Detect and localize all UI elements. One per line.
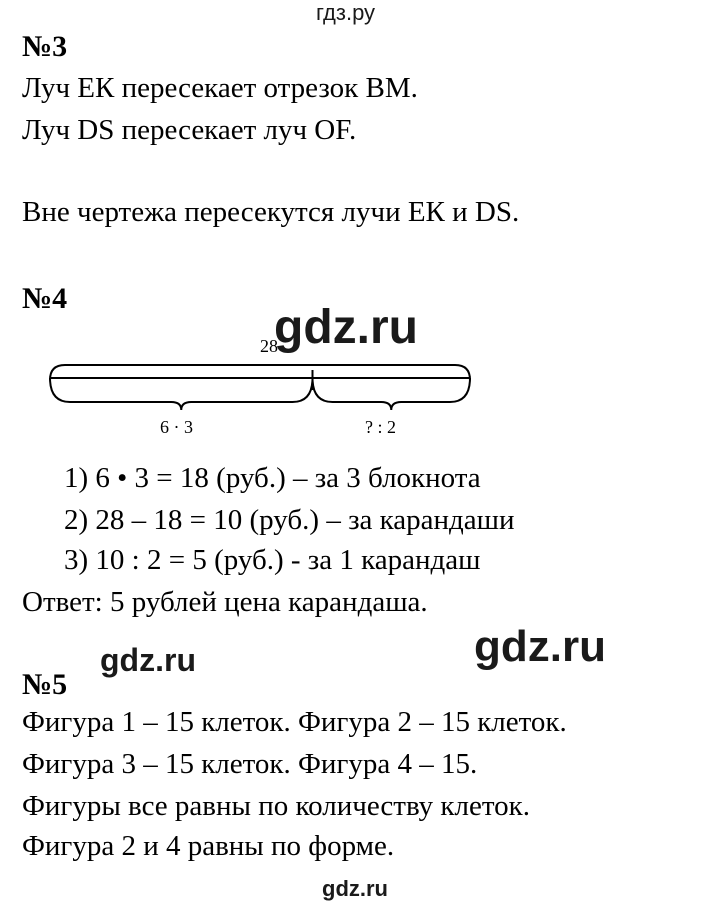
task4-step-2: 2) 28 – 18 = 10 (руб.) – за карандаши xyxy=(64,504,515,536)
task3-line-1: Луч ЕК пересекает отрезок ВМ. xyxy=(22,72,418,104)
diagram-right-label: ? : 2 xyxy=(365,417,396,437)
diagram-right-brace xyxy=(313,378,471,410)
diagram-left-brace xyxy=(50,378,313,410)
task5-line-3: Фигуры все равны по количеству клеток. xyxy=(22,790,530,822)
task4-number: №4 xyxy=(22,282,68,315)
task3-line-3: Вне чертежа пересекутся лучи ЕК и DS. xyxy=(22,196,520,228)
watermark-right: gdz.ru xyxy=(474,622,606,671)
watermark-middle: gdz.ru xyxy=(274,301,418,354)
task5-number: №5 xyxy=(22,668,68,701)
task3-number: №3 xyxy=(22,30,68,63)
task4-step-3: 3) 10 : 2 = 5 (руб.) - за 1 карандаш xyxy=(64,544,481,576)
task3-line-2: Луч DS пересекает луч OF. xyxy=(22,114,357,146)
task5-line-2: Фигура 3 – 15 клеток. Фигура 4 – 15. xyxy=(22,748,478,780)
task4-step-1: 1) 6 • 3 = 18 (руб.) – за 3 блокнота xyxy=(64,462,481,494)
task5-line-1: Фигура 1 – 15 клеток. Фигура 2 – 15 клеток. xyxy=(22,706,567,738)
task5-line-4: Фигура 2 и 4 равны по форме. xyxy=(22,830,395,862)
watermark-bottom: gdz.ru xyxy=(322,876,388,901)
diagram-total-label: 28 xyxy=(260,336,278,356)
diagram-left-label: 6 · 3 xyxy=(160,417,193,437)
watermark-small: gdz.ru xyxy=(100,642,196,678)
watermark-top: гдз.ру xyxy=(316,0,376,25)
task4-answer: Ответ: 5 рублей цена карандаша. xyxy=(22,586,428,618)
